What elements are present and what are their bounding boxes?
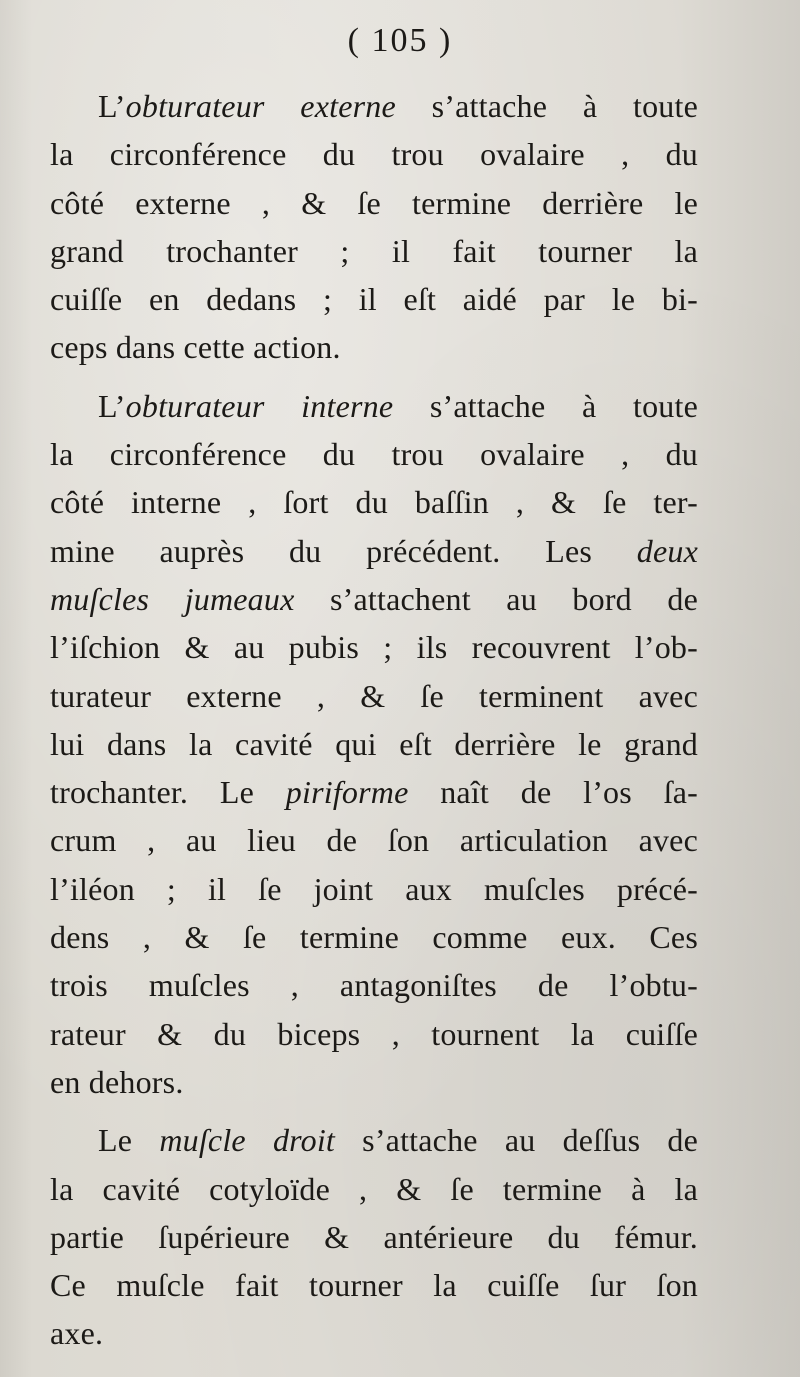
text-line	[50, 961, 698, 1009]
text-line	[50, 575, 698, 623]
text-run: l’iléon ; il ſe joint aux muſcles précé-	[50, 870, 698, 907]
text-run: axe.	[50, 1315, 104, 1352]
text-line	[50, 478, 698, 526]
body-text	[50, 82, 698, 1358]
text-line	[50, 323, 698, 371]
text-line	[50, 1261, 698, 1309]
text-line	[50, 913, 698, 961]
text-line	[50, 1165, 698, 1213]
paragraph	[50, 382, 698, 1106]
text-run: s’attache à toute	[395, 88, 698, 124]
italic-term: muſcles jumeaux	[50, 580, 295, 617]
text-run: L’	[98, 88, 126, 124]
text-run: naît de l’os ſa-	[408, 774, 698, 811]
text-run: la cavité cotyloïde , & ſe termine à la	[50, 1170, 698, 1207]
italic-term: muſcle droit	[159, 1122, 336, 1159]
text-run: trochanter. Le	[50, 774, 286, 811]
text-run: en dehors.	[50, 1063, 184, 1100]
text-run: s’attache au deſſus de	[335, 1122, 698, 1159]
text-line	[50, 672, 698, 720]
text-run: ceps dans cette action.	[50, 329, 341, 366]
text-line	[50, 1010, 698, 1058]
text-line	[50, 1213, 698, 1261]
text-run: s’attache à toute	[393, 387, 698, 424]
text-line	[50, 179, 698, 227]
text-run: crum , au lieu de ſon articulation avec	[50, 822, 698, 859]
text-run: L’	[98, 387, 126, 424]
text-line	[50, 527, 698, 575]
text-line	[50, 816, 698, 864]
italic-term: obturateur interne	[125, 387, 394, 424]
text-line	[50, 1309, 698, 1357]
text-line	[50, 623, 698, 671]
text-line	[50, 720, 698, 768]
text-run: partie ſupérieure & antérieure du fémur.	[50, 1218, 698, 1255]
text-line	[50, 1116, 698, 1164]
text-line	[50, 130, 698, 178]
text-run: grand trochanter ; il fait tourner la	[50, 232, 698, 269]
italic-term: deux	[636, 532, 698, 569]
text-line	[50, 275, 698, 323]
text-line	[50, 768, 698, 816]
text-run: rateur & du biceps , tournent la cuiſſe	[50, 1015, 698, 1052]
paragraph	[50, 1116, 698, 1357]
text-run: Ce muſcle fait tourner la cuiſſe ſur ſon	[50, 1267, 698, 1304]
text-run: lui dans la cavité qui eſt derrière le grand	[50, 725, 698, 762]
paragraph	[50, 82, 698, 372]
text-run: s’attachent au bord de	[294, 580, 699, 617]
text-line	[50, 430, 698, 478]
text-line	[50, 865, 698, 913]
text-run: la circonférence du trou ovalaire , du	[50, 136, 698, 173]
page-number: ( 105 )	[347, 22, 453, 59]
text-run: trois muſcles , antagoniſtes de l’obtu-	[50, 967, 698, 1004]
text-run: l’iſchion & au pubis ; ils recouvrent l’ob-	[50, 629, 698, 666]
text-line	[50, 227, 698, 275]
text-line	[50, 82, 698, 130]
text-run: cuiſſe en dedans ; il eſt aidé par le bi-	[50, 281, 698, 318]
text-line	[50, 382, 698, 430]
text-run: dens , & ſe termine comme eux. Ces	[50, 919, 698, 956]
text-line	[50, 1058, 698, 1106]
italic-term: piriforme	[285, 774, 409, 811]
text-run: côté externe , & ſe termine derrière le	[50, 184, 698, 221]
text-run: turateur externe , & ſe terminent avec	[50, 677, 698, 714]
text-run: mine auprès du précédent. Les	[50, 532, 637, 569]
text-run: Le	[98, 1122, 160, 1159]
text-run: côté interne , ſort du baſſin , & ſe ter-	[50, 484, 698, 521]
text-run: la circonférence du trou ovalaire , du	[50, 436, 698, 473]
italic-term: obturateur externe	[125, 88, 396, 124]
